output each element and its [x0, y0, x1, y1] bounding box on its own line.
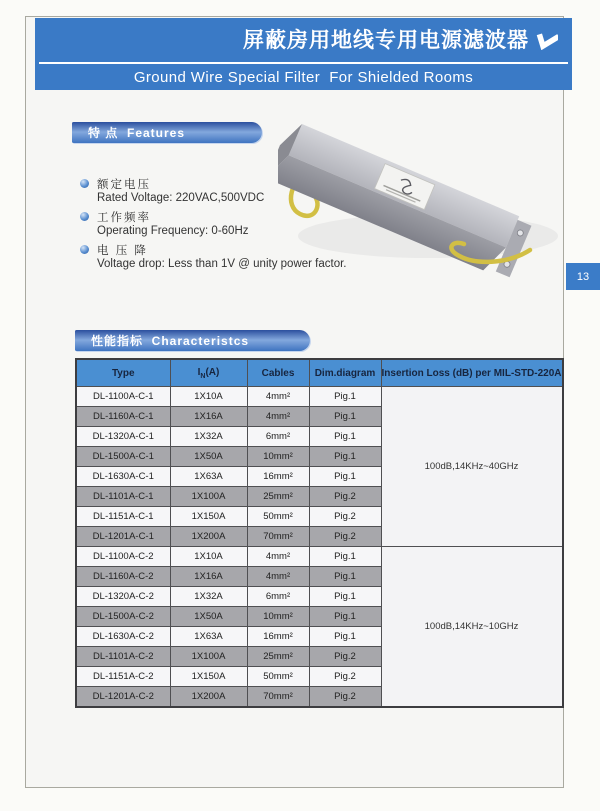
col-header-cables: Cables [247, 359, 309, 387]
table-cell: DL-1630A-C-2 [76, 627, 170, 647]
table-cell: 70mm² [247, 687, 309, 707]
table-cell: 1X32A [170, 587, 247, 607]
table-cell: 6mm² [247, 427, 309, 447]
col-header-current: $I_N(A)$ [170, 359, 247, 387]
table-row [76, 387, 563, 407]
table-cell: 25mm² [247, 647, 309, 667]
bullet-icon [80, 212, 89, 221]
table-cell: 50mm² [247, 507, 309, 527]
table-cell: 1X100A [170, 487, 247, 507]
table-cell: Pig.2 [309, 667, 381, 687]
table-cell: 4mm² [247, 547, 309, 567]
bullet-icon [80, 245, 89, 254]
table-cell: Pig.1 [309, 427, 381, 447]
table-cell: 70mm² [247, 527, 309, 547]
characteristics-table [75, 358, 564, 708]
table-header-row [76, 359, 563, 387]
feature-text-en: Voltage drop: Less than 1V @ unity power factor. [97, 258, 347, 270]
table-cell: 6mm² [247, 587, 309, 607]
table-cell: DL-1101A-C-2 [76, 647, 170, 667]
table-cell: 1X100A [170, 647, 247, 667]
table-cell: DL-1100A-C-2 [76, 547, 170, 567]
table-cell: 50mm² [247, 667, 309, 687]
feature-label-zh: 电 压 降 [97, 244, 148, 257]
table-cell: 10mm² [247, 607, 309, 627]
page-header [35, 18, 572, 90]
features-section-header [72, 122, 262, 143]
col-header-dim: Dim.diagram [309, 359, 381, 387]
feature-label-zh: 工作频率 [97, 211, 151, 224]
table-cell: 1X63A [170, 467, 247, 487]
table-cell: 1X50A [170, 447, 247, 467]
table-cell: 16mm² [247, 627, 309, 647]
table-cell: 1X50A [170, 607, 247, 627]
insertion-loss-cell: 100dB,14KHz~10GHz [381, 547, 563, 707]
table-cell: DL-1201A-C-2 [76, 687, 170, 707]
check-arrow-icon [536, 31, 558, 50]
page-title-en: Ground Wire Special Filter For Shielded Rooms [133, 69, 474, 86]
characteristics-section-label: 性能指标 Characteristcs [91, 334, 250, 348]
col-header-type: Type [76, 359, 170, 387]
feature-text-en: Operating Frequency: 0-60Hz [97, 225, 249, 237]
table-cell: DL-1100A-C-1 [76, 387, 170, 407]
table-cell: DL-1201A-C-1 [76, 527, 170, 547]
table-cell: Pig.1 [309, 567, 381, 587]
table-cell: DL-1500A-C-1 [76, 447, 170, 467]
table-cell: Pig.1 [309, 547, 381, 567]
table-cell: 1X200A [170, 527, 247, 547]
header-title-row [35, 18, 572, 62]
table-cell: 1X16A [170, 407, 247, 427]
table-cell: 4mm² [247, 387, 309, 407]
table-cell: DL-1101A-C-1 [76, 487, 170, 507]
table-cell: DL-1320A-C-1 [76, 427, 170, 447]
table-cell: 1X63A [170, 627, 247, 647]
table-cell: DL-1320A-C-2 [76, 587, 170, 607]
table-cell: Pig.1 [309, 447, 381, 467]
table-cell: DL-1151A-C-1 [76, 507, 170, 527]
table-cell: 16mm² [247, 467, 309, 487]
table-cell: 1X16A [170, 567, 247, 587]
product-photo [278, 104, 570, 282]
table-cell: 1X200A [170, 687, 247, 707]
table-cell: 10mm² [247, 447, 309, 467]
table-cell: DL-1151A-C-2 [76, 667, 170, 687]
table-cell: Pig.2 [309, 507, 381, 527]
table-cell: 1X10A [170, 547, 247, 567]
table-cell: DL-1160A-C-1 [76, 407, 170, 427]
table-cell: DL-1630A-C-1 [76, 467, 170, 487]
table-cell: Pig.1 [309, 627, 381, 647]
table-cell: DL-1500A-C-2 [76, 607, 170, 627]
table-cell: Pig.1 [309, 607, 381, 627]
bullet-icon [80, 179, 89, 188]
col-header-insertion-loss: Insertion Loss (dB) per MIL-STD-220A [381, 359, 563, 387]
table-cell: 1X150A [170, 507, 247, 527]
table-cell: Pig.2 [309, 687, 381, 707]
features-section-label: 特 点 Features [88, 126, 186, 140]
table-row [76, 547, 563, 567]
table-cell: Pig.1 [309, 387, 381, 407]
table-cell: 25mm² [247, 487, 309, 507]
table-cell: 1X150A [170, 667, 247, 687]
feature-label-zh: 额定电压 [97, 178, 151, 191]
table-cell: Pig.2 [309, 527, 381, 547]
header-divider-line [39, 62, 568, 64]
feature-text-en: Rated Voltage: 220VAC,500VDC [97, 192, 265, 204]
table-cell: Pig.1 [309, 587, 381, 607]
table-cell: Pig.1 [309, 407, 381, 427]
table-cell: Pig.2 [309, 647, 381, 667]
page-number-tab [566, 263, 600, 290]
characteristics-section-header [75, 330, 310, 351]
page-number: 13 [576, 270, 590, 283]
table-cell: DL-1160A-C-2 [76, 567, 170, 587]
table-cell: 1X32A [170, 427, 247, 447]
table-cell: 4mm² [247, 567, 309, 587]
table-cell: 4mm² [247, 407, 309, 427]
table-cell: Pig.1 [309, 467, 381, 487]
table-cell: Pig.2 [309, 487, 381, 507]
page-title-zh: 屏蔽房用地线专用电源滤波器 [243, 28, 529, 52]
insertion-loss-cell: 100dB,14KHz~40GHz [381, 387, 563, 547]
table-cell: 1X10A [170, 387, 247, 407]
